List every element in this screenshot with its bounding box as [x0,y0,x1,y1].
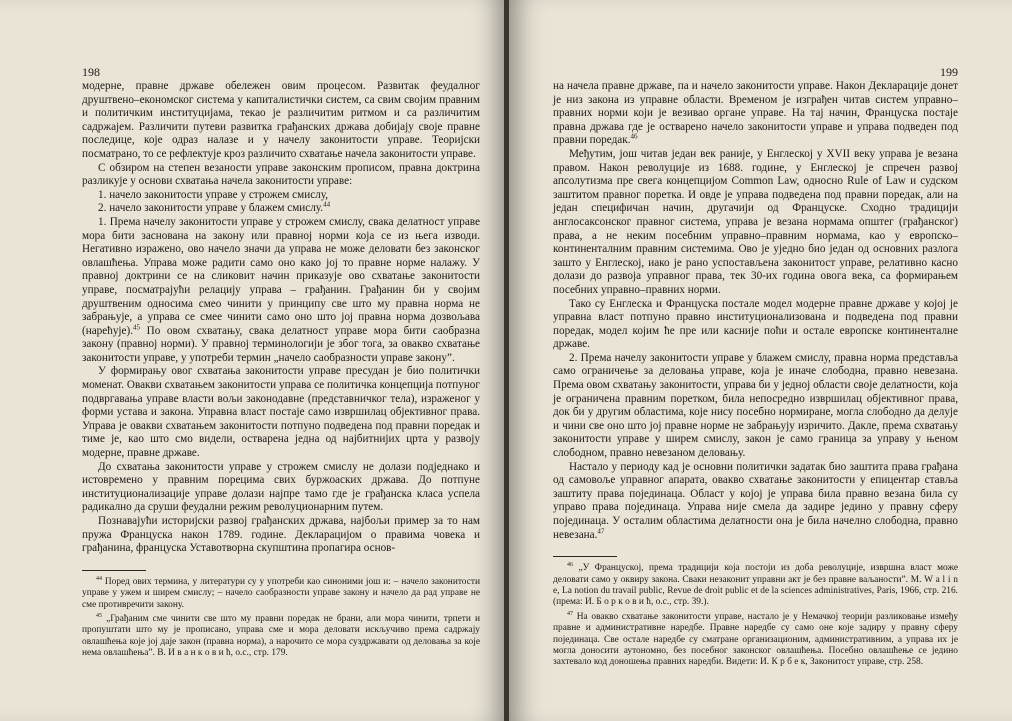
footnote-ref: 46 [630,132,638,141]
paragraph: Тако су Енглеска и Француска постале модел модерне правне државе у којој је управна власт потпуно правно институционализована и подведена под правни поредак, модел којим ће пре или касније поћи и остале европске континенталне државе. [553,297,958,351]
footnote [553,612,958,669]
footnote-text: Поред ових термина, у литератури су у употреби као синоними још и: – начело законитости управе у ужем и ширем смислу; – начело саобразности управе закону и начело да рад управе не сме противречити закону. [82,576,481,610]
paragraph [82,216,480,366]
footnote-number: 47 [567,610,573,617]
paragraph: модерне, правне државе обележен овим процесом. Развитак феудалног друштвено–економског система у капиталистички систем, са свим својим правним и политичким институцијама, текао је различитим ритмом и са различитим садржајем. Различити путеви развитка грађанских држава добијају своје правне последице, које одраз налазе и у начелу законитости управе. Теоријски посматрано, то се рефлектује кроз различито схватање начела законитости управе. [82,80,480,160]
footnote-text: „У Француској, према традицији која постоји из доба револуције, извршна власт може деловати само у оквиру закона. Сваки незаконит управни акт је без правне ваљаности”. M. W a l i n e, La notion du travail public, Revue de droit public et de la sciences administratives, Paris, 1966, стр. 216. (према: И. Б о р к о в и ћ, о.с., стр. 39.). [553,563,959,608]
footnote-number: 46 [567,562,573,569]
page-number-left: 198 [82,65,100,79]
footnotes [82,577,480,660]
paragraph: С обзиром на степен везаности управе законским прописом, правна доктрина разликује у основи схватања начела законитости управе: [82,161,480,188]
footnote-ref: 45 [133,322,141,331]
list-item-text: 2. начело законитости управе у блажем смислу. [98,202,324,215]
footnote-rule [82,570,146,571]
paragraph: Познавајући историјски развој грађанских држава, најбољи пример за то нам пружа Француска након 1789. године. Декларацијом о правима човека и грађанина, француска Уставотворна скупштина пропагира основ- [82,515,480,555]
footnote [82,577,480,611]
paragraph [553,461,958,543]
footnote-text: „Грађаним сме чинити све што му правни поредак не брани, али мора чинити, трпети и пропуштати што му је прописано, управа сме и мора деловати искључиво према садржају овлашћења које јој даје закон (правна норма), а нарочито се мора суздржавати од деловања за које нема овлашћења”. В. И в а н к о в и ћ, о.с., стр. 179. [82,614,481,659]
paragraph: До схватања законитости управе у строжем смислу не долази подједнако и истовремено у правним порецима свих буржоаских држава. До потпуне институционализације управе долази најпре тамо где је грађанска класа успела радикално да сруши феудални режим револуционарним путем. [82,460,480,514]
right-page [509,0,1012,721]
footnote-number: 44 [96,575,102,582]
footnotes [553,563,958,669]
paragraph-text: на начела правне државе, па и начело законитости управе. Након Декларације донет је низ закона из управне области. Временом је изграђен читав систем управно–правних норми који је везивао органе управе. На тај начин, Француска постаје правна држава где је остварено начело законитости управе и управа подведен под правни поредак. [553,80,958,147]
page-number-right: 199 [940,65,958,79]
paragraph-text: Настало у периоду кад је основни политички задатак био заштита права грађана од самовоље управног апарата, овакво схватање законитости у епицентар ставља заштиту права појединаца. Област у којој је управа била правно везана била су управо права појединаца. Управа није смела да задире једино у правну сферу појединаца. У осталим областима делатности она је била начелно слободна, правно невезана. [553,460,958,541]
list-item: 1. начело законитости управе у строжем смислу, [98,188,329,201]
paragraph [553,80,958,148]
right-page-body [553,80,958,542]
footnote-rule [553,556,617,557]
footnote-ref: 44 [323,200,331,209]
footnote-text: На овакво схватање законитости управе, настало је у Немачкој теорији разликовање између правне и административне наредбе. Правне наредбе су само оне које задиру у правну сферу појединаца. Све остале наредбе су сматране организационим, административним, а управа их је могла доносити аутономно, без посебног законског овлашћења. Посебно овлашћење се једино захтевало код доношења правних наредби. Видети: И. К р б е к, Законитост управе, стр. 258. [553,611,959,668]
paragraph-text: 1. Према начелу законитости управе у строжем смислу, свака делатност управе мора бити заснована на закону или правној норми која се из њега изводи. Негативно изражено, ово начело значи да управа не може деловати без законског овлашћења. Управа може радити само оно како јој то правне норме налажу. У правној доктрини се на сликовит начин приказује ово схватање законитости управе, посматрајући релацију управа – грађанин. Грађанин би у својим друштвеним односима смео чинити у принципу све што му правна норма не забрањује, а управа се смее чинити само оно што јој правна норма дозвољава (нарећује). [82,215,480,337]
paragraph: 2. Према начелу законитости управе у блажем смислу, правна норма представља само ограничење за деловања управе, која је иначе слободна, правно невезана. Према овом схватању законитости, управа би у једној области своје делатности, која је ограничена правним поретком, била непосредно извршилац објективног права, док би у другим областима, које нису посебно нормиране, могла слободно да делује и чини све оно што јој правне норме не забрањују изричито. Дакле, према схватању законитости управе у ширем смислу, закон је само граница за управу у њеном слободном, правно невезаном деловању. [553,351,958,460]
list-item [82,202,480,216]
footnote [82,614,480,660]
paragraph-text: По овом схватању, свака делатност управе мора бити саобразна закону (правној норми). У правној терминологији је због тога, за овакво схватање законитости управе, у употреби термин „начело саобразности управе закону”. [82,324,481,364]
footnote-ref: 47 [597,526,605,535]
paragraph: У формирању овог схватања законитости управе пресудан је био политички моменат. Овакви схватањем законитости управа се политичка концепција потпуног подвргавања управе власти вољи законодавне (представничког тела), израженог у форми устава и закона. Управна власт постаје само извршилац објективног права. Управа је овакви схватањем законитости потпуно подведена под правни поредак и тиме је, као што смо видели, остварена једна од најбитнијих црта у развоју модерне, правне државе. [82,365,480,460]
footnote [553,563,958,609]
paragraph: Међутим, још читав један век раније, у Енглеској у XVII веку управа је везана правом. Након револуције из 1688. године, у Енглеској је спречен развој апсолутизма пре свега концепцијом Common Law, односно Rule of Law и судском заштитом правног поретка. И овде је управа подведена под правни поредак, али на један специфичан начин, другачији од Француске. Сходно традицији англосаксонског правног система, управа је везана нормама општег (грађанског) права, а не неким посебним управно–правним нормама, као у европско–континенталним правним системима. Ово је уједно био један од основних разлога зашто у Енглеској, иако је рано успостављена законитост управе, релативно касно долази до развоја управног права, тек 30-их година овога века, са формирањем посебних управно–правних норми. [553,147,958,296]
footnote-number: 45 [96,612,102,619]
left-page-body [82,80,480,556]
